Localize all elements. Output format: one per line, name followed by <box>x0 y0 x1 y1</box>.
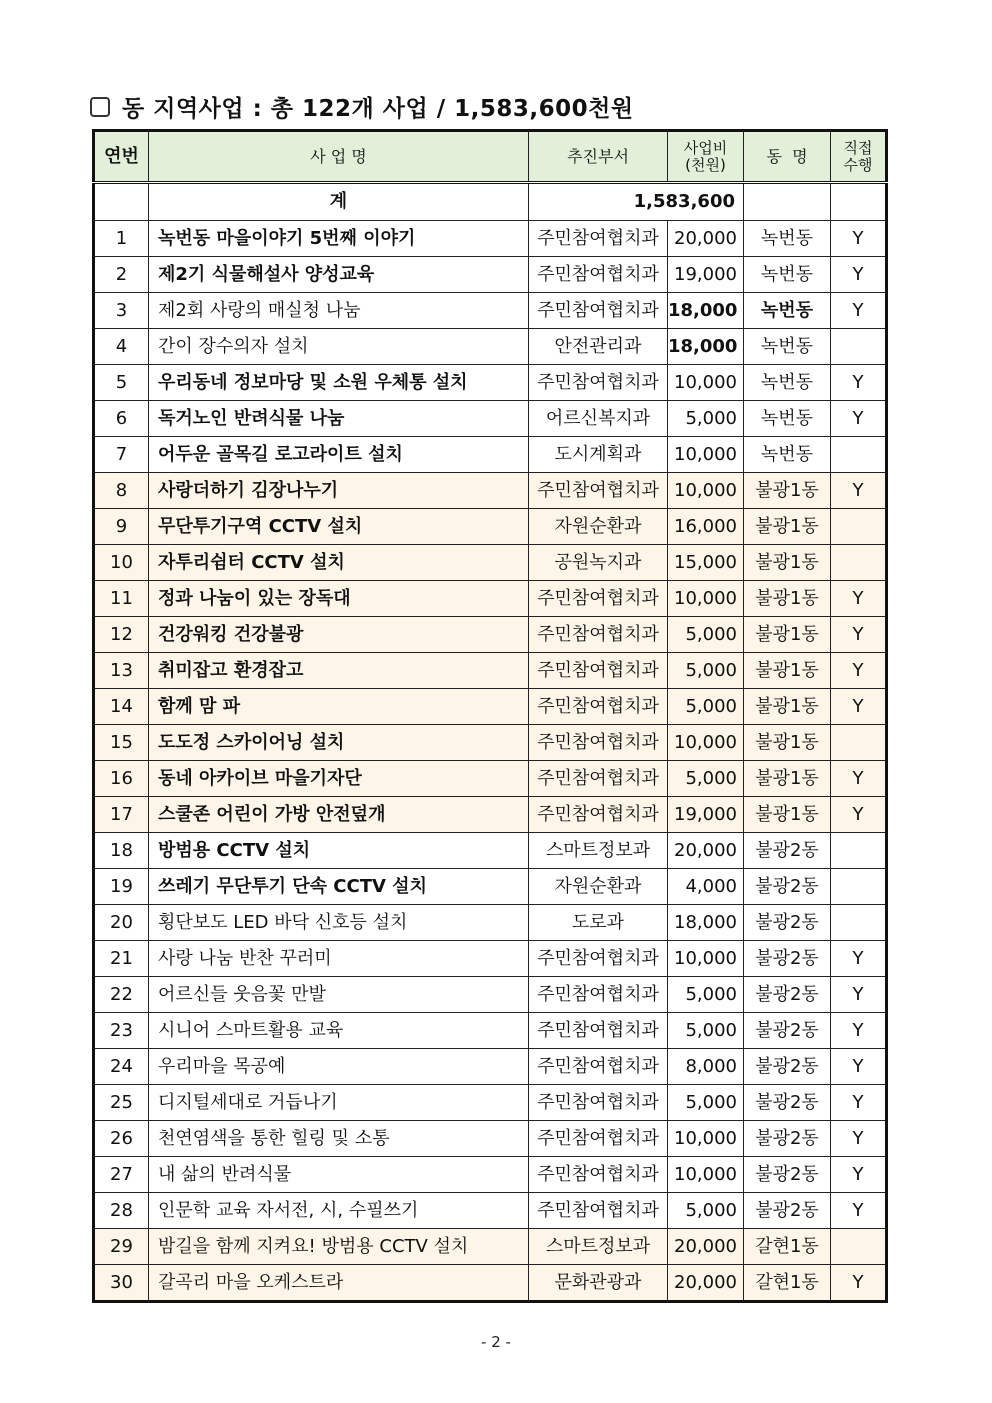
project-name-cell: 인문학 교육 자서전, 시, 수필쓰기 <box>149 1193 529 1229</box>
table-row <box>94 293 887 329</box>
department-cell: 주민참여협치과 <box>529 1013 668 1049</box>
dong-cell: 녹번동 <box>744 293 831 329</box>
project-name-cell: 갈곡리 마을 오케스트라 <box>149 1265 529 1302</box>
num-cell: 20 <box>94 905 149 941</box>
dong-cell: 녹번동 <box>744 221 831 257</box>
direct-exec-cell: Y <box>831 1265 887 1302</box>
num-cell: 1 <box>94 221 149 257</box>
table-row <box>94 941 887 977</box>
dong-cell: 불광1동 <box>744 509 831 545</box>
budget-cell: 10,000 <box>668 473 744 509</box>
project-name-cell: 밤길을 함께 지켜요! 방범용 CCTV 설치 <box>149 1229 529 1265</box>
budget-cell: 19,000 <box>668 797 744 833</box>
direct-exec-cell: Y <box>831 797 887 833</box>
dong-cell: 불광2동 <box>744 1157 831 1193</box>
num-cell: 24 <box>94 1049 149 1085</box>
table-row <box>94 257 887 293</box>
dong-cell: 불광2동 <box>744 1013 831 1049</box>
dong-cell: 불광2동 <box>744 1085 831 1121</box>
table-row <box>94 1013 887 1049</box>
section-title: 동 지역사업 : 총 122개 사업 / 1,583,600천원 <box>122 96 634 122</box>
project-name-cell: 어두운 골목길 로고라이트 설치 <box>149 437 529 473</box>
table-row <box>94 1049 887 1085</box>
dong-cell: 녹번동 <box>744 437 831 473</box>
budget-cell: 18,000 <box>668 329 744 365</box>
department-cell: 주민참여협치과 <box>529 653 668 689</box>
direct-exec-cell: Y <box>831 401 887 437</box>
projects-table <box>92 129 888 1303</box>
num-cell: 13 <box>94 653 149 689</box>
num-cell: 11 <box>94 581 149 617</box>
table-row <box>94 1193 887 1229</box>
budget-cell: 10,000 <box>668 1121 744 1157</box>
dong-cell: 갈현1동 <box>744 1229 831 1265</box>
dong-cell: 불광1동 <box>744 761 831 797</box>
department-cell: 스마트정보과 <box>529 1229 668 1265</box>
dong-cell: 불광2동 <box>744 1049 831 1085</box>
department-cell: 주민참여협치과 <box>529 1157 668 1193</box>
num-cell: 10 <box>94 545 149 581</box>
department-cell: 주민참여협치과 <box>529 941 668 977</box>
dong-cell: 불광1동 <box>744 725 831 761</box>
budget-cell: 5,000 <box>668 977 744 1013</box>
department-cell: 주민참여협치과 <box>529 293 668 329</box>
budget-cell: 19,000 <box>668 257 744 293</box>
table-row <box>94 473 887 509</box>
dong-cell: 불광2동 <box>744 869 831 905</box>
header-num: 연번 <box>94 131 149 183</box>
header-direct-line1: 직접 <box>843 139 873 157</box>
table-row <box>94 365 887 401</box>
budget-cell: 20,000 <box>668 221 744 257</box>
direct-exec-cell <box>831 905 887 941</box>
budget-cell: 16,000 <box>668 509 744 545</box>
dong-cell: 불광2동 <box>744 977 831 1013</box>
header-budget-line1: 사업비 <box>683 139 728 157</box>
dong-cell: 불광1동 <box>744 473 831 509</box>
header-direct-line2: 수행 <box>843 155 873 174</box>
budget-cell: 5,000 <box>668 689 744 725</box>
budget-cell: 10,000 <box>668 1157 744 1193</box>
dong-cell: 갈현1동 <box>744 1265 831 1302</box>
direct-exec-cell <box>831 545 887 581</box>
project-name-cell: 사랑더하기 김장나누기 <box>149 473 529 509</box>
table-row <box>94 905 887 941</box>
department-cell: 문화관광과 <box>529 1265 668 1302</box>
direct-exec-cell: Y <box>831 941 887 977</box>
direct-exec-cell: Y <box>831 1013 887 1049</box>
num-cell: 8 <box>94 473 149 509</box>
department-cell: 자원순환과 <box>529 509 668 545</box>
table-row <box>94 833 887 869</box>
budget-cell: 5,000 <box>668 1085 744 1121</box>
direct-exec-cell <box>831 833 887 869</box>
department-cell: 공원녹지과 <box>529 545 668 581</box>
direct-exec-cell: Y <box>831 365 887 401</box>
table-row <box>94 869 887 905</box>
table-row <box>94 509 887 545</box>
table-row <box>94 329 887 365</box>
department-cell: 주민참여협치과 <box>529 1085 668 1121</box>
dong-cell: 불광1동 <box>744 545 831 581</box>
dong-cell: 불광1동 <box>744 653 831 689</box>
header-dong: 동 명 <box>744 131 831 183</box>
department-cell: 자원순환과 <box>529 869 668 905</box>
table-row <box>94 761 887 797</box>
budget-cell: 8,000 <box>668 1049 744 1085</box>
budget-cell: 5,000 <box>668 1013 744 1049</box>
num-cell: 6 <box>94 401 149 437</box>
project-name-cell: 취미잡고 환경잡고 <box>149 653 529 689</box>
department-cell: 주민참여협치과 <box>529 1049 668 1085</box>
project-name-cell: 간이 장수의자 설치 <box>149 329 529 365</box>
dong-cell: 불광2동 <box>744 833 831 869</box>
direct-exec-cell: Y <box>831 1085 887 1121</box>
direct-exec-cell: Y <box>831 581 887 617</box>
direct-exec-cell: Y <box>831 473 887 509</box>
department-cell: 주민참여협치과 <box>529 797 668 833</box>
num-cell: 21 <box>94 941 149 977</box>
dong-cell: 불광1동 <box>744 581 831 617</box>
num-cell: 14 <box>94 689 149 725</box>
num-cell: 27 <box>94 1157 149 1193</box>
department-cell: 주민참여협치과 <box>529 1121 668 1157</box>
budget-cell: 10,000 <box>668 437 744 473</box>
project-name-cell: 쓰레기 무단투기 단속 CCTV 설치 <box>149 869 529 905</box>
project-name-cell: 제2회 사랑의 매실청 나눔 <box>149 293 529 329</box>
department-cell: 도시계획과 <box>529 437 668 473</box>
budget-cell: 10,000 <box>668 365 744 401</box>
header-budget <box>668 131 744 183</box>
project-name-cell: 시니어 스마트활용 교육 <box>149 1013 529 1049</box>
direct-exec-cell <box>831 437 887 473</box>
project-name-cell: 녹번동 마을이야기 5번째 이야기 <box>149 221 529 257</box>
table-row <box>94 1085 887 1121</box>
dong-cell: 녹번동 <box>744 257 831 293</box>
department-cell: 주민참여협치과 <box>529 581 668 617</box>
department-cell: 주민참여협치과 <box>529 257 668 293</box>
num-cell: 12 <box>94 617 149 653</box>
num-cell: 3 <box>94 293 149 329</box>
table-row <box>94 1121 887 1157</box>
direct-exec-cell: Y <box>831 653 887 689</box>
num-cell: 26 <box>94 1121 149 1157</box>
num-cell: 7 <box>94 437 149 473</box>
direct-exec-cell <box>831 725 887 761</box>
direct-exec-cell: Y <box>831 221 887 257</box>
budget-cell: 20,000 <box>668 1229 744 1265</box>
direct-exec-cell <box>831 1229 887 1265</box>
budget-cell: 18,000 <box>668 293 744 329</box>
department-cell: 스마트정보과 <box>529 833 668 869</box>
total-row <box>94 183 887 221</box>
project-name-cell: 우리마을 목공예 <box>149 1049 529 1085</box>
direct-exec-cell: Y <box>831 1157 887 1193</box>
dong-cell: 불광2동 <box>744 1193 831 1229</box>
project-name-cell: 동네 아카이브 마을기자단 <box>149 761 529 797</box>
dong-cell: 불광1동 <box>744 689 831 725</box>
budget-cell: 5,000 <box>668 761 744 797</box>
department-cell: 주민참여협치과 <box>529 725 668 761</box>
budget-cell: 20,000 <box>668 1265 744 1302</box>
project-name-cell: 우리동네 정보마당 및 소원 우체통 설치 <box>149 365 529 401</box>
department-cell: 주민참여협치과 <box>529 617 668 653</box>
project-name-cell: 함께 맘 파 <box>149 689 529 725</box>
direct-exec-cell <box>831 329 887 365</box>
project-name-cell: 내 삶의 반려식물 <box>149 1157 529 1193</box>
department-cell: 주민참여협치과 <box>529 221 668 257</box>
direct-exec-cell: Y <box>831 761 887 797</box>
total-direct-cell <box>831 183 887 221</box>
header-name: 사 업 명 <box>149 131 529 183</box>
table-row <box>94 653 887 689</box>
dong-cell: 녹번동 <box>744 329 831 365</box>
num-cell: 18 <box>94 833 149 869</box>
total-num-cell <box>94 183 149 221</box>
section-title-row <box>90 90 634 123</box>
num-cell: 9 <box>94 509 149 545</box>
project-name-cell: 정과 나눔이 있는 장독대 <box>149 581 529 617</box>
budget-cell: 5,000 <box>668 653 744 689</box>
num-cell: 23 <box>94 1013 149 1049</box>
project-name-cell: 어르신들 웃음꽃 만발 <box>149 977 529 1013</box>
table-row <box>94 689 887 725</box>
total-amount: 1,583,600 <box>529 183 744 221</box>
dong-cell: 불광2동 <box>744 1121 831 1157</box>
table-row <box>94 437 887 473</box>
direct-exec-cell: Y <box>831 977 887 1013</box>
project-name-cell: 자투리쉼터 CCTV 설치 <box>149 545 529 581</box>
direct-exec-cell: Y <box>831 1121 887 1157</box>
header-dept: 추진부서 <box>529 131 668 183</box>
direct-exec-cell: Y <box>831 617 887 653</box>
table-row <box>94 617 887 653</box>
project-name-cell: 제2기 식물해설사 양성교육 <box>149 257 529 293</box>
project-name-cell: 독거노인 반려식물 나눔 <box>149 401 529 437</box>
department-cell: 주민참여협치과 <box>529 473 668 509</box>
page-number: - 2 - <box>481 1333 511 1351</box>
dong-cell: 불광1동 <box>744 617 831 653</box>
table-row <box>94 221 887 257</box>
table-row <box>94 725 887 761</box>
project-name-cell: 방범용 CCTV 설치 <box>149 833 529 869</box>
budget-cell: 10,000 <box>668 725 744 761</box>
table-row <box>94 581 887 617</box>
direct-exec-cell: Y <box>831 1193 887 1229</box>
num-cell: 28 <box>94 1193 149 1229</box>
project-name-cell: 도도정 스카이어닝 설치 <box>149 725 529 761</box>
num-cell: 4 <box>94 329 149 365</box>
department-cell: 주민참여협치과 <box>529 977 668 1013</box>
department-cell: 주민참여협치과 <box>529 365 668 401</box>
header-direct <box>831 131 887 183</box>
table-row <box>94 1157 887 1193</box>
budget-cell: 15,000 <box>668 545 744 581</box>
department-cell: 어르신복지과 <box>529 401 668 437</box>
num-cell: 29 <box>94 1229 149 1265</box>
direct-exec-cell: Y <box>831 293 887 329</box>
direct-exec-cell: Y <box>831 1049 887 1085</box>
num-cell: 30 <box>94 1265 149 1302</box>
direct-exec-cell <box>831 869 887 905</box>
num-cell: 16 <box>94 761 149 797</box>
table-row <box>94 1229 887 1265</box>
budget-cell: 5,000 <box>668 401 744 437</box>
department-cell: 도로과 <box>529 905 668 941</box>
budget-cell: 10,000 <box>668 941 744 977</box>
table-row <box>94 401 887 437</box>
project-name-cell: 건강워킹 건강불광 <box>149 617 529 653</box>
dong-cell: 녹번동 <box>744 401 831 437</box>
project-name-cell: 무단투기구역 CCTV 설치 <box>149 509 529 545</box>
project-name-cell: 디지털세대로 거듭나기 <box>149 1085 529 1121</box>
num-cell: 25 <box>94 1085 149 1121</box>
table-row <box>94 545 887 581</box>
table-row <box>94 1265 887 1302</box>
budget-cell: 4,000 <box>668 869 744 905</box>
budget-cell: 10,000 <box>668 581 744 617</box>
num-cell: 2 <box>94 257 149 293</box>
budget-cell: 5,000 <box>668 617 744 653</box>
table-header-row <box>94 131 887 183</box>
table-row <box>94 797 887 833</box>
header-budget-line2: (천원) <box>685 155 726 174</box>
direct-exec-cell <box>831 509 887 545</box>
num-cell: 22 <box>94 977 149 1013</box>
budget-cell: 5,000 <box>668 1193 744 1229</box>
budget-cell: 18,000 <box>668 905 744 941</box>
dong-cell: 불광1동 <box>744 797 831 833</box>
project-name-cell: 횡단보도 LED 바닥 신호등 설치 <box>149 905 529 941</box>
num-cell: 5 <box>94 365 149 401</box>
department-cell: 주민참여협치과 <box>529 761 668 797</box>
project-name-cell: 사랑 나눔 반찬 꾸러미 <box>149 941 529 977</box>
num-cell: 17 <box>94 797 149 833</box>
table-row <box>94 977 887 1013</box>
dong-cell: 녹번동 <box>744 365 831 401</box>
checkbox-icon <box>90 97 110 117</box>
department-cell: 주민참여협치과 <box>529 689 668 725</box>
budget-cell: 20,000 <box>668 833 744 869</box>
num-cell: 19 <box>94 869 149 905</box>
project-name-cell: 천연염색을 통한 힐링 및 소통 <box>149 1121 529 1157</box>
dong-cell: 불광2동 <box>744 941 831 977</box>
project-name-cell: 스쿨존 어린이 가방 안전덮개 <box>149 797 529 833</box>
num-cell: 15 <box>94 725 149 761</box>
department-cell: 주민참여협치과 <box>529 1193 668 1229</box>
dong-cell: 불광2동 <box>744 905 831 941</box>
total-dong-cell <box>744 183 831 221</box>
total-label: 계 <box>149 183 529 221</box>
direct-exec-cell: Y <box>831 689 887 725</box>
direct-exec-cell: Y <box>831 257 887 293</box>
department-cell: 안전관리과 <box>529 329 668 365</box>
